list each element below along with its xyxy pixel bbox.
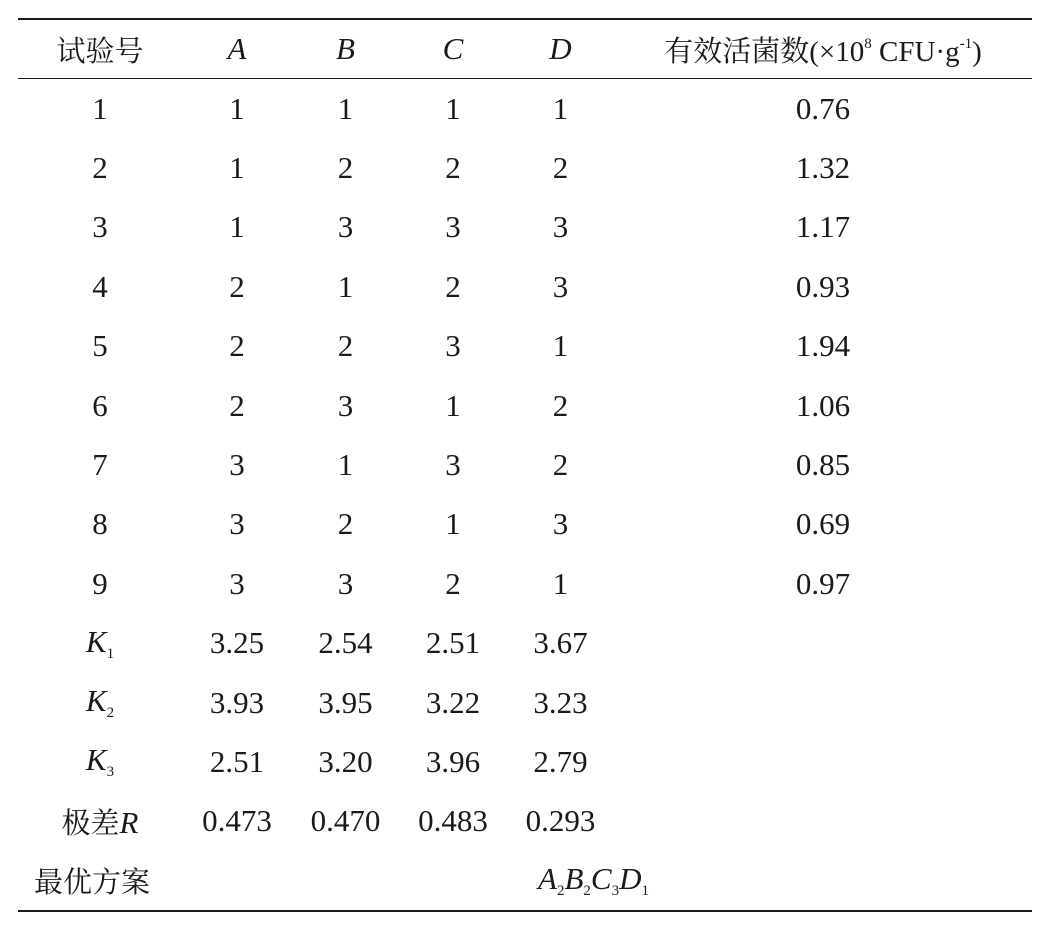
cell-b: 2 (337, 150, 354, 186)
k-cell-c: 3.22 (425, 684, 481, 720)
scheme-letter-b: B (564, 861, 584, 897)
k-cell-a: 3.93 (209, 684, 265, 720)
cell-trial: 2 (92, 150, 108, 186)
header-unit-mid: CFU·g (871, 35, 960, 68)
range-label-var: R (119, 804, 139, 840)
range-cell-c: 0.483 (418, 803, 488, 839)
k-cell-b: 3.95 (318, 684, 373, 720)
cell-d: 2 (552, 150, 569, 186)
cell-d: 1 (552, 328, 569, 364)
range-cell-b: 0.470 (310, 803, 381, 839)
cell-c: 1 (445, 506, 461, 542)
k-cell-d: 3.67 (533, 625, 588, 661)
cell-result: 1.32 (795, 150, 851, 186)
cell-trial: 8 (92, 506, 108, 542)
range-cell-a: 0.473 (202, 803, 272, 839)
cell-b: 1 (337, 268, 354, 304)
k-cell-d: 2.79 (533, 743, 588, 779)
cell-a: 3 (229, 506, 245, 542)
table-row (18, 495, 1032, 554)
header-viable-count-label: 有效活菌数 (664, 33, 810, 68)
optimal-label: 最优方案 (34, 865, 151, 900)
cell-c: 2 (445, 150, 461, 186)
k-cell-c: 3.96 (425, 743, 481, 779)
table-row (18, 376, 1032, 435)
cell-b: 2 (337, 506, 354, 542)
range-cell-empty (614, 792, 1032, 851)
cell-result: 1.17 (795, 209, 851, 245)
cell-c: 1 (445, 387, 461, 423)
scheme-sub-b: 2 (583, 883, 591, 900)
cell-c: 1 (445, 90, 461, 126)
range-label (18, 792, 182, 851)
table-row (18, 198, 1032, 257)
table-row (18, 317, 1032, 376)
cell-trial: 4 (92, 268, 108, 304)
cell-b: 3 (337, 565, 354, 601)
k-cell-c: 2.51 (425, 625, 481, 661)
cell-result: 0.76 (795, 90, 851, 126)
optimal-row (18, 851, 1032, 911)
scheme-letter-d: D (619, 861, 642, 897)
k-cell-b: 2.54 (318, 625, 373, 661)
cell-d: 1 (552, 565, 569, 601)
cell-a: 3 (229, 447, 245, 483)
header-unit-open: (×10 (809, 35, 865, 68)
cell-d: 1 (552, 90, 569, 126)
k-cell-a: 2.51 (209, 743, 265, 779)
k-letter: K (85, 742, 107, 778)
cell-d: 3 (552, 209, 569, 245)
k-subscript: 1 (106, 645, 115, 662)
table-row (18, 138, 1032, 197)
k-label (18, 614, 182, 673)
cell-result: 0.93 (795, 268, 851, 304)
optimal-scheme (182, 851, 1032, 911)
scheme-letter-a: A (538, 861, 557, 897)
cell-result: 1.06 (795, 387, 851, 423)
k-subscript: 3 (106, 764, 115, 781)
header-factor-d: D (549, 31, 572, 66)
k-letter: K (85, 683, 107, 719)
k-row (18, 673, 1032, 732)
cell-b: 3 (337, 387, 354, 423)
cell-trial: 1 (92, 90, 108, 126)
table-row (18, 79, 1032, 139)
header-viable-count (614, 19, 1032, 79)
cell-result: 1.94 (795, 328, 851, 364)
cell-d: 2 (552, 387, 569, 423)
k-cell-d: 3.23 (533, 684, 588, 720)
k-row (18, 614, 1032, 673)
range-label-cjk: 极差 (61, 805, 120, 840)
k-cell-empty (614, 732, 1032, 791)
cell-trial: 5 (92, 328, 108, 364)
table-row (18, 554, 1032, 613)
cell-c: 2 (445, 565, 461, 601)
k-cell-empty (614, 614, 1032, 673)
table-row (18, 257, 1032, 316)
orthogonal-test-table (18, 18, 1032, 912)
scheme-letter-c: C (590, 861, 612, 897)
cell-result: 0.85 (795, 447, 851, 483)
cell-a: 1 (229, 150, 245, 186)
orthogonal-test-table-container (18, 18, 1032, 912)
cell-c: 3 (445, 328, 461, 364)
header-unit-close: ) (972, 35, 982, 68)
cell-c: 3 (445, 209, 461, 245)
k-label (18, 673, 182, 732)
header-unit-exponent-2: -1 (959, 35, 973, 52)
cell-d: 3 (552, 268, 569, 304)
k-subscript: 2 (106, 705, 115, 722)
k-letter: K (85, 623, 107, 659)
k-label (18, 732, 182, 791)
cell-b: 1 (337, 90, 354, 126)
cell-result: 0.97 (795, 565, 851, 601)
range-row (18, 792, 1032, 851)
header-factor-c: C (442, 31, 464, 66)
cell-a: 2 (229, 268, 245, 304)
header-unit-exponent: 8 (864, 35, 872, 52)
scheme-sub-a: 2 (556, 883, 565, 900)
header-trial-no: 试验号 (56, 33, 144, 68)
k-cell-a: 3.25 (209, 625, 265, 661)
k-row (18, 732, 1032, 791)
cell-a: 2 (229, 328, 245, 364)
cell-d: 2 (552, 447, 569, 483)
cell-a: 3 (229, 565, 245, 601)
cell-a: 2 (229, 387, 245, 423)
header-factor-b: B (336, 31, 355, 66)
cell-b: 2 (337, 328, 354, 364)
k-cell-b: 3.20 (318, 743, 373, 779)
cell-b: 1 (337, 447, 354, 483)
cell-a: 1 (229, 209, 245, 245)
cell-c: 3 (445, 447, 461, 483)
header-factor-a: A (227, 31, 247, 66)
k-cell-empty (614, 673, 1032, 732)
cell-trial: 3 (92, 209, 108, 245)
cell-trial: 6 (92, 387, 108, 423)
cell-trial: 9 (92, 565, 108, 601)
table-header-row (18, 19, 1032, 79)
scheme-sub-d: 1 (641, 883, 649, 900)
cell-a: 1 (229, 90, 245, 126)
table-row (18, 435, 1032, 494)
cell-trial: 7 (92, 447, 108, 483)
cell-b: 3 (337, 209, 354, 245)
scheme-sub-c: 3 (611, 883, 620, 900)
cell-result: 0.69 (795, 506, 851, 542)
range-cell-d: 0.293 (525, 803, 596, 839)
cell-c: 2 (445, 268, 461, 304)
cell-d: 3 (552, 506, 569, 542)
